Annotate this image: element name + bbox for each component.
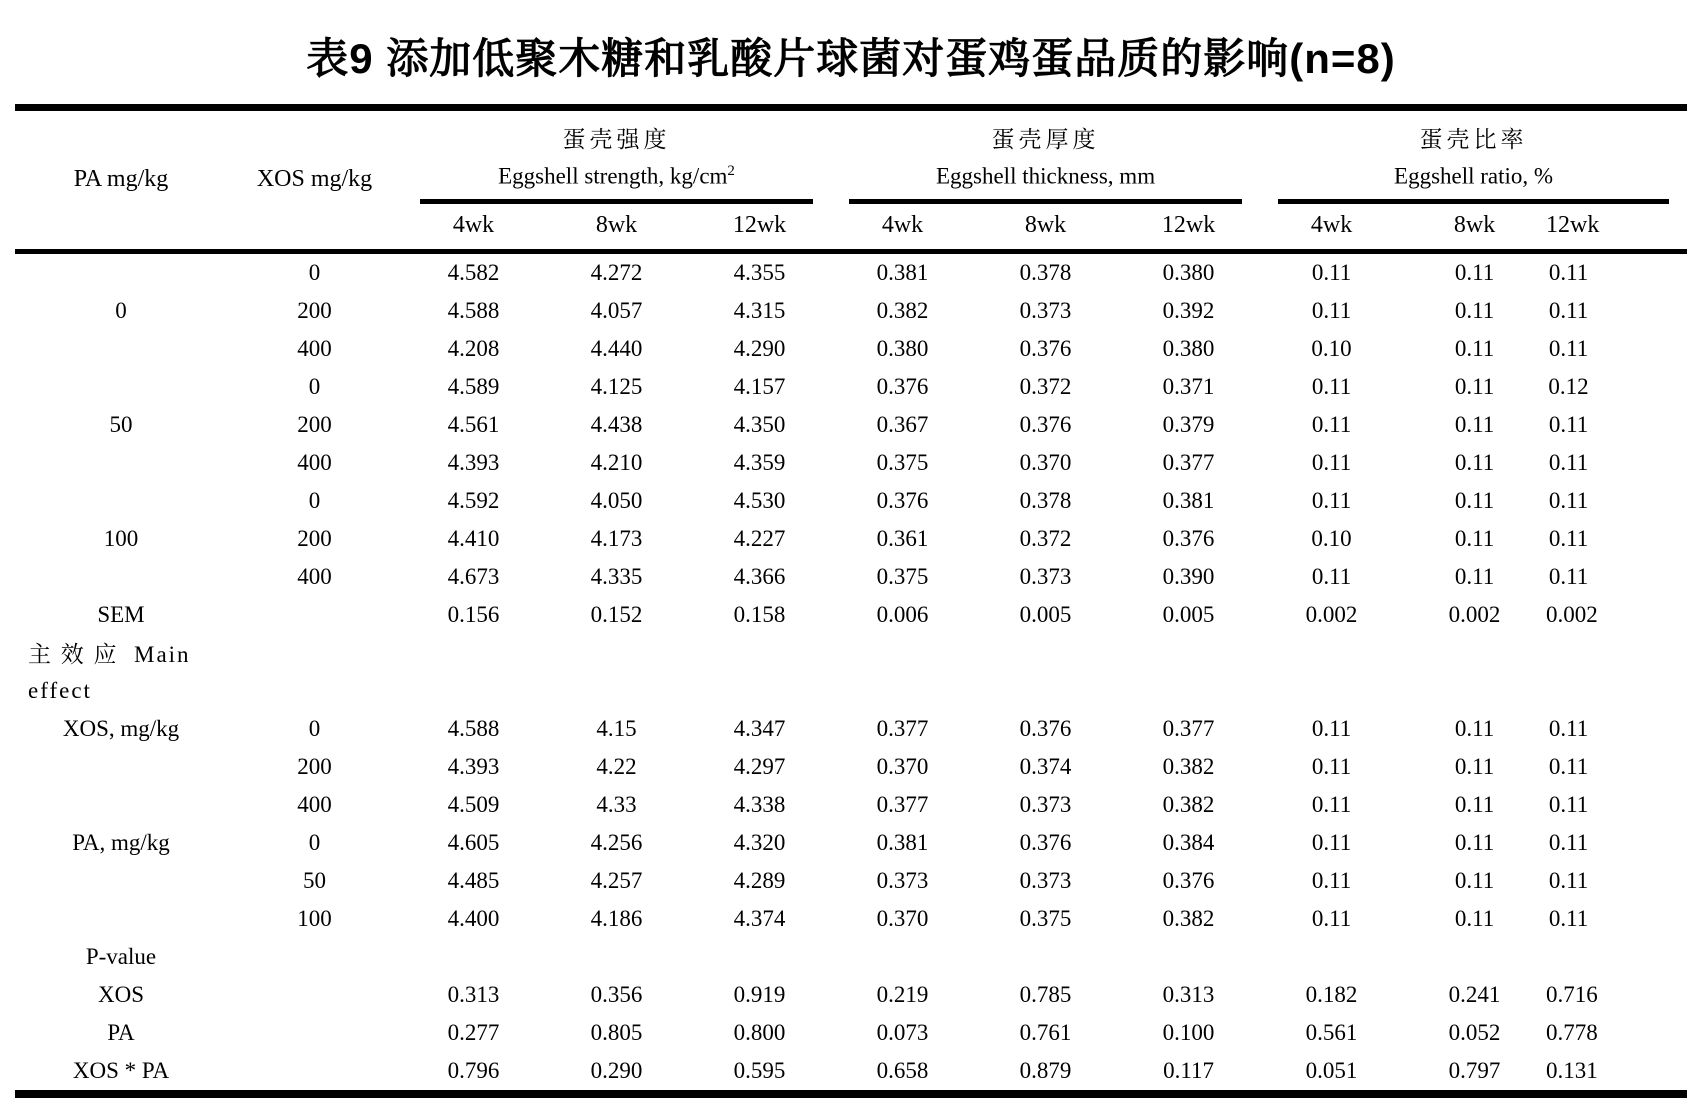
xos-level-cell [227, 976, 402, 1014]
group-ratio-title-zh: 蛋壳比率 [1419, 127, 1528, 152]
group-strength-en-text: Eggshell strength, kg/cm [498, 163, 728, 189]
header-thickness-8wk: 8wk [974, 204, 1117, 252]
xos-level-cell [227, 1052, 402, 1094]
value-cell: 0.277 [447, 1019, 500, 1045]
xos-level-cell: 400 [297, 563, 332, 589]
value-cell: 4.15 [596, 715, 637, 741]
row-label-cell [15, 330, 227, 368]
value-cell: 0.313 [1162, 981, 1215, 1007]
value-cell [831, 634, 974, 672]
value-cell: 0.370 [876, 905, 929, 931]
xos-level-cell [227, 1014, 402, 1052]
row-label-cell: XOS [97, 981, 144, 1007]
value-cell: 0.879 [1019, 1057, 1072, 1083]
value-cell: 0.378 [1019, 259, 1072, 285]
group-thickness-title-en [849, 163, 1242, 190]
table-row [15, 938, 1687, 976]
row-label-cell: PA, mg/kg [72, 829, 170, 855]
value-cell [1546, 672, 1687, 710]
value-cell: 4.173 [590, 525, 643, 551]
value-cell [402, 634, 545, 672]
value-cell: 4.335 [590, 563, 643, 589]
xos-level-cell: 0 [308, 373, 321, 399]
table-row [15, 558, 1687, 596]
value-cell: 4.393 [447, 449, 500, 475]
value-cell: 4.359 [733, 449, 786, 475]
group-strength-title-en [420, 163, 813, 190]
value-cell: 0.379 [1162, 411, 1215, 437]
header-ratio-4wk: 4wk [1260, 204, 1403, 252]
value-cell: 0.380 [1162, 335, 1215, 361]
row-label-cell [15, 786, 227, 824]
value-cell: 0.595 [733, 1057, 786, 1083]
page-title: 表9 添加低聚木糖和乳酸片球菌对蛋鸡蛋品质的影响(n=8) [306, 35, 1396, 82]
value-cell: 0.381 [876, 829, 929, 855]
xos-level-cell: 200 [297, 753, 332, 779]
table-row [15, 251, 1687, 292]
value-cell: 0.797 [1448, 1057, 1501, 1083]
value-cell: 4.297 [733, 753, 786, 779]
value-cell: 0.11 [1454, 411, 1495, 437]
table-row [15, 900, 1687, 938]
value-cell: 0.381 [1162, 487, 1215, 513]
value-cell: 4.257 [590, 867, 643, 893]
value-cell: 4.410 [447, 525, 500, 551]
value-cell: 4.320 [733, 829, 786, 855]
value-cell: 0.131 [1546, 1057, 1598, 1083]
xos-level-cell: 0 [308, 829, 321, 855]
header-ratio-8wk: 8wk [1403, 204, 1546, 252]
xos-level-cell [227, 672, 402, 710]
value-cell: 0.761 [1019, 1019, 1072, 1045]
table-row [15, 634, 1687, 672]
table-body [15, 251, 1687, 1094]
value-cell [688, 634, 831, 672]
value-cell: 0.375 [876, 563, 929, 589]
value-cell: 0.11 [1454, 525, 1495, 551]
table-row [15, 368, 1687, 406]
table-row [15, 748, 1687, 786]
table-row [15, 786, 1687, 824]
table-header [15, 108, 1687, 252]
row-label-cell: P-value [85, 943, 157, 969]
value-cell: 0.11 [1454, 297, 1495, 323]
row-label-cell: 50 [109, 411, 133, 437]
header-xos: XOS mg/kg [227, 108, 402, 252]
value-cell: 4.366 [733, 563, 786, 589]
value-cell: 0.11 [1548, 715, 1589, 741]
value-cell: 0.241 [1448, 981, 1501, 1007]
data-table [15, 104, 1687, 1098]
group-ratio-title-en [1278, 163, 1669, 190]
group-strength-en-sup: 2 [727, 163, 735, 179]
table-row [15, 824, 1687, 862]
value-cell [688, 672, 831, 710]
value-cell: 0.11 [1454, 259, 1495, 285]
value-cell: 4.290 [733, 335, 786, 361]
value-cell: 4.338 [733, 791, 786, 817]
row-label-cell [15, 368, 227, 406]
value-cell: 0.778 [1546, 1019, 1598, 1045]
value-cell: 0.11 [1311, 905, 1352, 931]
row-label-cell: XOS * PA [72, 1057, 170, 1083]
value-cell: 0.11 [1548, 525, 1589, 551]
value-cell: 4.350 [733, 411, 786, 437]
value-cell [402, 672, 545, 710]
value-cell: 4.186 [590, 905, 643, 931]
value-cell: 0.380 [1162, 259, 1215, 285]
value-cell: 0.11 [1311, 829, 1352, 855]
value-cell: 0.11 [1311, 791, 1352, 817]
value-cell: 0.11 [1454, 449, 1495, 475]
value-cell: 0.373 [1019, 563, 1072, 589]
value-cell [1260, 634, 1403, 672]
value-cell [831, 672, 974, 710]
value-cell: 0.376 [1019, 335, 1072, 361]
value-cell: 4.589 [447, 373, 500, 399]
row-label-cell: 0 [115, 297, 127, 323]
value-cell [1260, 672, 1403, 710]
value-cell: 0.002 [1546, 601, 1598, 627]
header-strength-8wk: 8wk [545, 204, 688, 252]
row-label-cell [15, 748, 227, 786]
value-cell: 0.11 [1311, 487, 1352, 513]
value-cell: 0.152 [590, 601, 643, 627]
value-cell: 0.378 [1019, 487, 1072, 513]
value-cell: 0.384 [1162, 829, 1215, 855]
value-cell: 0.219 [876, 981, 929, 1007]
value-cell: 0.376 [1019, 715, 1072, 741]
value-cell [545, 634, 688, 672]
xos-level-cell: 0 [308, 715, 321, 741]
row-label-cell [15, 900, 227, 938]
group-strength-title-zh: 蛋壳强度 [562, 127, 671, 152]
value-cell [974, 672, 1117, 710]
value-cell: 0.372 [1019, 373, 1072, 399]
value-cell: 4.347 [733, 715, 786, 741]
xos-level-cell [227, 596, 402, 634]
row-label-cell: 主 效 应 Main [28, 642, 191, 668]
value-cell: 4.673 [447, 563, 500, 589]
value-cell: 0.006 [876, 601, 929, 627]
table-row [15, 710, 1687, 748]
value-cell: 0.376 [876, 487, 929, 513]
value-cell: 0.372 [1019, 525, 1072, 551]
value-cell: 0.800 [733, 1019, 786, 1045]
row-label-cell: effect [28, 677, 92, 703]
value-cell [1403, 672, 1546, 710]
value-cell: 0.561 [1305, 1019, 1358, 1045]
value-cell: 4.393 [447, 753, 500, 779]
value-cell: 0.371 [1162, 373, 1215, 399]
value-cell: 0.392 [1162, 297, 1215, 323]
group-thickness-en-text: Eggshell thickness, mm [935, 163, 1156, 189]
value-cell: 0.376 [1162, 867, 1215, 893]
value-cell: 0.11 [1454, 715, 1495, 741]
value-cell [1117, 634, 1260, 672]
value-cell: 0.11 [1548, 297, 1589, 323]
header-strength-4wk: 4wk [402, 204, 545, 252]
value-cell: 0.005 [1162, 601, 1215, 627]
value-cell: 0.11 [1548, 449, 1589, 475]
header-group-strength [402, 108, 831, 204]
value-cell: 0.373 [876, 867, 929, 893]
value-cell: 0.381 [876, 259, 929, 285]
header-strength-12wk: 12wk [688, 204, 831, 252]
xos-level-cell: 400 [297, 791, 332, 817]
value-cell: 0.376 [876, 373, 929, 399]
value-cell: 4.582 [447, 259, 500, 285]
table-row [15, 1014, 1687, 1052]
table-row [15, 482, 1687, 520]
group-ratio-en-text: Eggshell ratio, % [1394, 163, 1554, 189]
value-cell: 0.374 [1019, 753, 1072, 779]
value-cell: 0.11 [1454, 753, 1495, 779]
value-cell [545, 672, 688, 710]
value-cell [1403, 938, 1546, 976]
value-cell: 0.376 [1019, 411, 1072, 437]
value-cell: 0.785 [1019, 981, 1072, 1007]
xos-level-cell: 50 [303, 867, 326, 893]
value-cell: 0.658 [876, 1057, 929, 1083]
value-cell: 0.390 [1162, 563, 1215, 589]
row-label-cell [15, 444, 227, 482]
row-label-cell: 100 [103, 525, 139, 551]
group-thickness-rule [849, 121, 1242, 204]
value-cell: 0.002 [1305, 601, 1358, 627]
value-cell: 4.592 [447, 487, 500, 513]
xos-level-cell: 200 [297, 525, 332, 551]
value-cell: 0.052 [1448, 1019, 1501, 1045]
table-row [15, 596, 1687, 634]
header-group-row [15, 108, 1687, 204]
value-cell: 0.11 [1311, 411, 1352, 437]
value-cell: 4.561 [447, 411, 500, 437]
xos-level-cell: 0 [308, 259, 321, 285]
value-cell: 4.400 [447, 905, 500, 931]
value-cell: 0.11 [1548, 905, 1589, 931]
header-thickness-12wk: 12wk [1117, 204, 1260, 252]
header-group-thickness [831, 108, 1260, 204]
value-cell: 0.12 [1548, 373, 1589, 399]
value-cell: 4.438 [590, 411, 643, 437]
value-cell: 0.11 [1548, 791, 1589, 817]
table-row [15, 672, 1687, 710]
value-cell: 4.256 [590, 829, 643, 855]
xos-level-cell: 400 [297, 449, 332, 475]
header-ratio-12wk: 12wk [1546, 204, 1687, 252]
value-cell: 4.355 [733, 259, 786, 285]
value-cell [1260, 938, 1403, 976]
value-cell: 0.100 [1162, 1019, 1215, 1045]
value-cell: 0.919 [733, 981, 786, 1007]
value-cell: 0.11 [1548, 335, 1589, 361]
value-cell [974, 634, 1117, 672]
xos-level-cell: 200 [297, 411, 332, 437]
value-cell: 0.11 [1454, 867, 1495, 893]
page [0, 26, 1702, 1113]
value-cell [688, 938, 831, 976]
value-cell: 0.10 [1311, 335, 1352, 361]
value-cell: 0.11 [1454, 335, 1495, 361]
value-cell: 0.11 [1548, 829, 1589, 855]
row-label-cell [15, 558, 227, 596]
header-thickness-4wk: 4wk [831, 204, 974, 252]
value-cell: 4.208 [447, 335, 500, 361]
xos-level-cell: 100 [297, 905, 332, 931]
value-cell: 4.605 [447, 829, 500, 855]
value-cell: 4.588 [447, 297, 500, 323]
value-cell: 0.373 [1019, 867, 1072, 893]
value-cell: 4.22 [596, 753, 637, 779]
value-cell [1117, 672, 1260, 710]
value-cell: 0.370 [876, 753, 929, 779]
value-cell: 4.272 [590, 259, 643, 285]
value-cell: 0.11 [1548, 753, 1589, 779]
value-cell: 0.377 [876, 715, 929, 741]
value-cell: 0.11 [1548, 411, 1589, 437]
value-cell: 4.374 [733, 905, 786, 931]
xos-level-cell: 0 [308, 487, 321, 513]
group-thickness-title-zh: 蛋壳厚度 [991, 127, 1100, 152]
value-cell: 0.367 [876, 411, 929, 437]
value-cell: 0.11 [1548, 867, 1589, 893]
value-cell: 0.11 [1548, 487, 1589, 513]
value-cell: 0.11 [1454, 487, 1495, 513]
value-cell: 0.073 [876, 1019, 929, 1045]
value-cell [1117, 938, 1260, 976]
row-label-cell: SEM [97, 601, 145, 627]
value-cell: 0.182 [1305, 981, 1358, 1007]
value-cell: 4.33 [596, 791, 637, 817]
table-row [15, 520, 1687, 558]
value-cell: 0.376 [1019, 829, 1072, 855]
value-cell: 0.375 [876, 449, 929, 475]
value-cell: 0.11 [1311, 259, 1352, 285]
value-cell: 0.11 [1548, 563, 1589, 589]
table-row [15, 1052, 1687, 1094]
value-cell: 0.158 [733, 601, 786, 627]
value-cell: 0.11 [1311, 867, 1352, 893]
value-cell: 4.125 [590, 373, 643, 399]
value-cell: 4.509 [447, 791, 500, 817]
value-cell: 4.315 [733, 297, 786, 323]
value-cell [545, 938, 688, 976]
value-cell: 0.005 [1019, 601, 1072, 627]
table-row [15, 862, 1687, 900]
xos-level-cell: 200 [297, 297, 332, 323]
value-cell: 0.377 [876, 791, 929, 817]
value-cell: 0.361 [876, 525, 929, 551]
value-cell: 0.11 [1454, 905, 1495, 931]
value-cell: 0.11 [1311, 297, 1352, 323]
value-cell [831, 938, 974, 976]
value-cell: 0.382 [1162, 791, 1215, 817]
value-cell: 0.313 [447, 981, 500, 1007]
table-row [15, 330, 1687, 368]
value-cell: 0.11 [1311, 373, 1352, 399]
value-cell: 0.051 [1305, 1057, 1358, 1083]
value-cell: 0.11 [1454, 829, 1495, 855]
value-cell: 4.157 [733, 373, 786, 399]
value-cell: 0.382 [876, 297, 929, 323]
value-cell: 0.796 [447, 1057, 500, 1083]
table-row [15, 406, 1687, 444]
row-label-cell [15, 251, 227, 292]
value-cell: 0.11 [1311, 563, 1352, 589]
table-row [15, 292, 1687, 330]
value-cell: 0.356 [590, 981, 643, 1007]
table-row [15, 976, 1687, 1014]
group-strength-rule [420, 121, 813, 204]
row-label-cell: XOS, mg/kg [62, 715, 180, 741]
group-ratio-rule [1278, 121, 1669, 204]
value-cell: 0.290 [590, 1057, 643, 1083]
value-cell: 0.376 [1162, 525, 1215, 551]
value-cell: 4.588 [447, 715, 500, 741]
value-cell: 4.289 [733, 867, 786, 893]
value-cell: 0.11 [1311, 449, 1352, 475]
value-cell [1546, 938, 1687, 976]
table-row [15, 444, 1687, 482]
value-cell: 0.11 [1311, 715, 1352, 741]
header-pa: PA mg/kg [15, 108, 227, 252]
value-cell: 0.11 [1454, 563, 1495, 589]
value-cell: 4.440 [590, 335, 643, 361]
value-cell: 0.382 [1162, 753, 1215, 779]
value-cell: 0.11 [1548, 259, 1589, 285]
value-cell: 0.11 [1311, 753, 1352, 779]
row-label-cell [15, 862, 227, 900]
value-cell: 0.805 [590, 1019, 643, 1045]
xos-level-cell [227, 938, 402, 976]
value-cell: 0.11 [1454, 791, 1495, 817]
xos-level-cell [227, 634, 402, 672]
value-cell: 0.002 [1448, 601, 1501, 627]
value-cell: 0.373 [1019, 791, 1072, 817]
value-cell: 0.382 [1162, 905, 1215, 931]
value-cell: 0.377 [1162, 715, 1215, 741]
value-cell: 4.485 [447, 867, 500, 893]
value-cell: 0.716 [1546, 981, 1598, 1007]
value-cell: 0.380 [876, 335, 929, 361]
value-cell [974, 938, 1117, 976]
value-cell: 0.370 [1019, 449, 1072, 475]
value-cell: 0.117 [1163, 1057, 1214, 1083]
header-group-ratio [1260, 108, 1687, 204]
value-cell: 4.530 [733, 487, 786, 513]
row-label-cell: PA [107, 1019, 135, 1045]
row-label-cell [15, 482, 227, 520]
xos-level-cell: 400 [297, 335, 332, 361]
value-cell [1403, 634, 1546, 672]
value-cell: 4.057 [590, 297, 643, 323]
value-cell: 0.375 [1019, 905, 1072, 931]
value-cell: 4.210 [590, 449, 643, 475]
value-cell [402, 938, 545, 976]
value-cell: 0.11 [1454, 373, 1495, 399]
value-cell: 4.227 [733, 525, 786, 551]
value-cell: 4.050 [590, 487, 643, 513]
value-cell: 0.156 [447, 601, 500, 627]
value-cell: 0.373 [1019, 297, 1072, 323]
value-cell [1546, 634, 1687, 672]
value-cell: 0.377 [1162, 449, 1215, 475]
value-cell: 0.10 [1311, 525, 1352, 551]
